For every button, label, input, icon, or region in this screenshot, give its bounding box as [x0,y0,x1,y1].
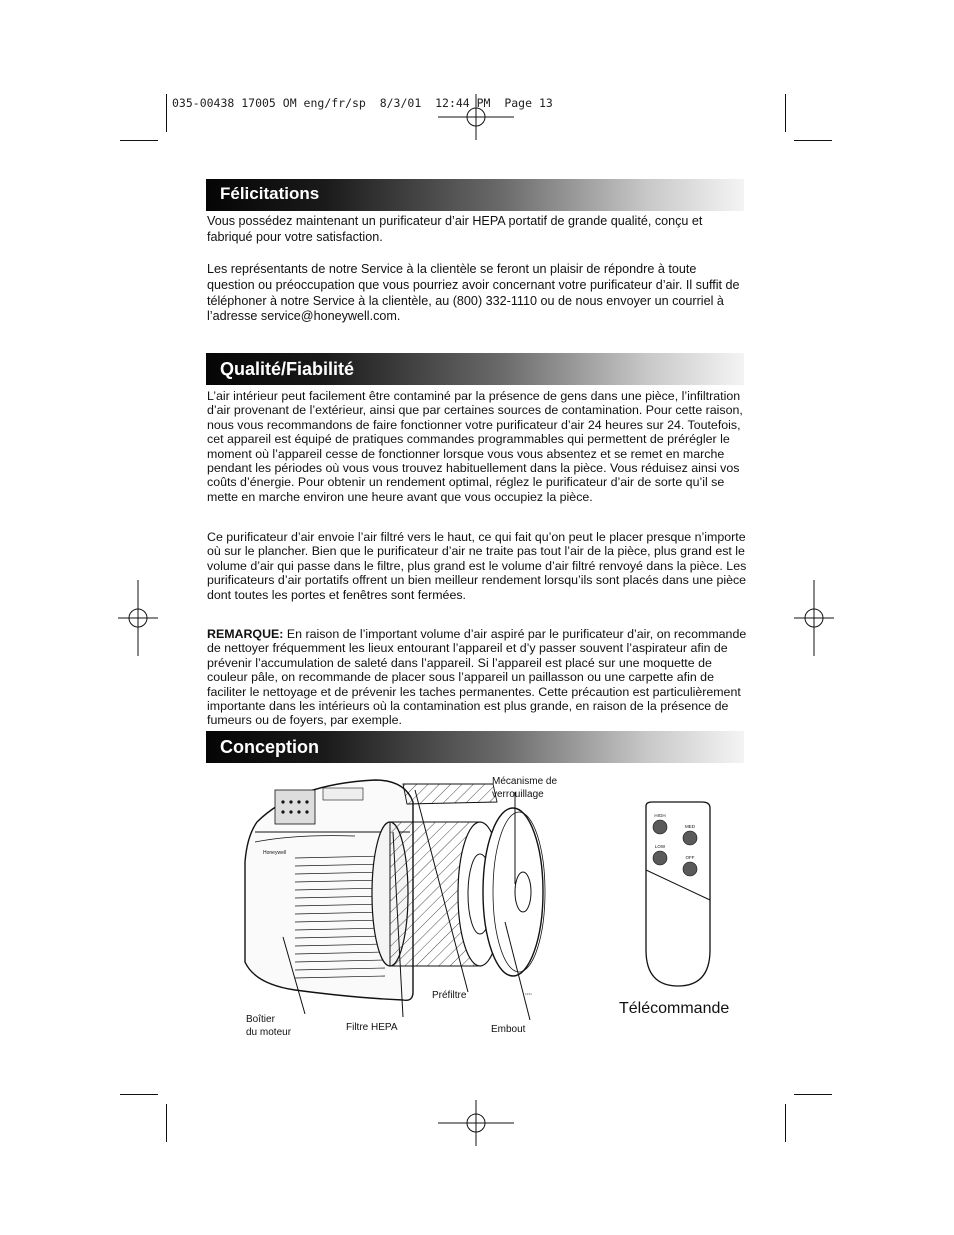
crop-mark [785,94,786,132]
paragraph: Vous possédez maintenant un purificateur d’air HEPA portatif de grande qualité, conçu et fabriqué pour votre satisfaction. [207,214,703,244]
svg-text:1234: 1234 [525,992,532,996]
remote-title: Télécommande [619,1000,730,1017]
label-filtre-hepa: Filtre HEPA [346,1022,398,1033]
label-mecanisme [492,775,557,801]
section-title: Félicitations [220,184,320,203]
prefilter [403,784,497,804]
section-title: Qualité/Fiabilité [220,359,355,379]
printer-slug: 035-00438 17005 OM eng/fr/sp 8/3/01 12:44 PM Page 13 [172,96,553,110]
crop-mark [794,140,832,141]
section-banner-conception [206,731,744,763]
crop-mark [794,1094,832,1095]
registration-mark-left [116,578,160,658]
crop-mark [120,1094,158,1095]
control-panel [275,790,315,824]
crop-mark [785,1104,786,1142]
remote-button-label: LOW [654,844,666,849]
registration-mark-bottom [436,1098,516,1148]
registration-mark-right [792,578,836,658]
section-banner-felicitations [206,179,744,211]
label-line: Mécanisme de [492,776,558,787]
air-purifier-diagram [235,762,575,1052]
brand-label: Honeywell [263,850,287,856]
remote-button-off [683,862,697,876]
label-boitier [246,1013,291,1039]
label-line: verrouillage [492,789,544,800]
label-line: Boîtier [246,1014,275,1025]
section-title: Conception [220,737,319,757]
crop-mark [166,94,167,132]
remote-button-label: MED [685,824,695,829]
label-line: du moteur [246,1027,292,1038]
remote-button-label: OFF [685,855,695,860]
paragraph: Ce purificateur d’air envoie l’air filtré vers le haut, ce qui fait qu’on peut le placer presque n’importe où sur le plancher. Bien que le purificateur d’air ne traite pas tout l’air de la pièce, plus grand est le volume d’air qui passe dans le filtre, plus grand est le volume d’air filtré renvoyé dans la pièce. Les purificateurs d’air portatifs offrent un bien meilleur rendement lorsqu’ils sont placés dans une pièce dont toutes les portes et fenêtres sont fermées. [207,530,747,602]
remote-control-diagram [640,800,720,990]
remarque-text: En raison de l’important volume d’air aspiré par le purificateur d’air, on recommande de nettoyer fréquemment les lieux entourant l’appareil et d’y passer souvent l’aspirateur afin de prévenir l’accumulation de saleté dans l’appareil. Si l’appareil est placé sur une moquette de couleur pâle, on recommande de placer sous l’appareil un paillasson ou une carpette afin de faciliter le nettoyage et de prévenir les taches permanentes. Cette précaution est particulièrement importante dans les intérieurs où la contamination est plus grande, en raison de la présence de fumeurs ou de foyers, par exemple. [207,627,747,728]
remarque-paragraph [207,627,747,728]
crop-mark [120,140,158,141]
section-banner-qualite [206,353,744,385]
crop-mark [166,1104,167,1142]
label-prefiltre: Préfiltre [432,990,467,1001]
paragraph: Les représentants de notre Service à la clientèle se feront un plaisir de répondre à toute question ou préoccupation que vous pourriez avoir concernant votre purificateur d’air. Il suffit de téléphoner à notre Service à la clientèle, au (800) 332-1110 ou de nous envoyer un courriel à l’adresse service@honeywell.com. [207,262,740,324]
registration-mark-top [436,92,516,142]
remote-button-label: HIGH [654,813,666,818]
remarque-label: REMARQUE: [207,627,284,641]
remote-button-high [653,820,667,834]
remote-button-med [683,831,697,845]
paragraph: L’air intérieur peut facilement être contaminé par la présence de gens dans une pièce, l’infiltration d’air provenant de l’extérieur, ainsi que par certaines sources de contamination. Pour cette raison, nous vous recommandons de faire fonctionner votre purificateur d’air 24 heures sur 24. Toutefois, cet appareil est équipé de pratiques commandes programmables qui permettent de prérégler le moment où l’appareil cesse de fonctionner lorsque vous vous absentez et se remet en marche pendant les périodes où vous vous trouvez habituellement dans la pièce. Vous réduisez ainsi vos coûts d’énergie. Pour obtenir un rendement optimal, réglez le purificateur d’air de sorte qu’il se mette en marche environ une heure avant que vous occupiez la pièce. [207,389,743,504]
remote-button-low [653,851,667,865]
label-embout: Embout [491,1024,526,1035]
end-cap [483,808,543,976]
